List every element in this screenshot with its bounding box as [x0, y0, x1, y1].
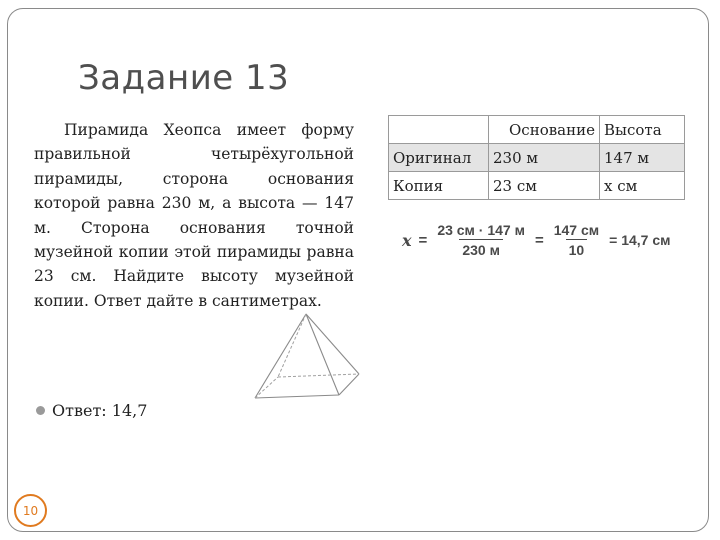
- table-header-cell: Основание: [489, 116, 600, 144]
- formula-equals: =: [534, 231, 544, 249]
- fraction-denominator: 10: [566, 239, 588, 258]
- table-cell-height: 147 м: [600, 144, 685, 172]
- table-cell-base: 23 см: [489, 172, 600, 200]
- table-cell-base: 230 м: [489, 144, 600, 172]
- answer-bullet: [36, 401, 147, 420]
- problem-text: Пирамида Хеопса имеет форму правильной четырёхугольной пирамиды, сторона основания которой равна 230 м, а высота — 147 м. Сторона основания точной музейной копии этой пирамиды равна 23 см. Найдите высоту музейной копии. Ответ дайте в сантиметрах.: [34, 121, 354, 310]
- table-row: [389, 144, 685, 172]
- formula-fraction-1: [434, 222, 528, 258]
- pyramid-illustration: [248, 310, 362, 402]
- bullet-icon: [36, 406, 45, 415]
- table-row-label: Копия: [389, 172, 489, 200]
- page-number: 10: [22, 503, 39, 518]
- slide-title: Задание 13: [78, 58, 290, 98]
- answer-text: Ответ: 14,7: [52, 401, 148, 420]
- data-table: [388, 115, 685, 200]
- table-row-label: Оригинал: [389, 144, 489, 172]
- page-number-badge: [14, 494, 47, 527]
- table-header-cell: Высота: [600, 116, 685, 144]
- table-row: [389, 172, 685, 200]
- formula-variable: x: [402, 230, 412, 250]
- fraction-denominator: 230 м: [459, 239, 503, 258]
- formula-equals: =: [418, 231, 428, 249]
- table-header-row: [389, 116, 685, 144]
- fraction-numerator: 23 см · 147 м: [437, 222, 525, 238]
- solution-formula: [402, 222, 670, 258]
- table-cell-height: х см: [600, 172, 685, 200]
- fraction-numerator: 147 см: [553, 222, 600, 238]
- formula-result: = 14,7 см: [609, 232, 671, 248]
- formula-fraction-2: [551, 222, 602, 258]
- table-header-cell: [389, 116, 489, 144]
